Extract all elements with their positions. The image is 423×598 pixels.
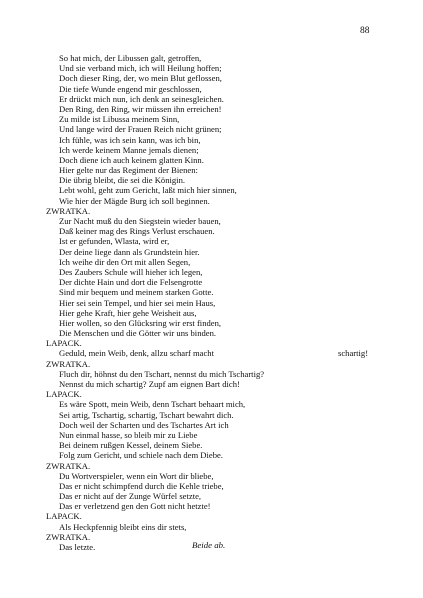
verse-line-text: Der deine liege dann als Grundstein hier. <box>59 246 200 257</box>
verse-line-text: Doch diene ich auch keinem glatten Kinn. <box>59 154 204 165</box>
verse-line-text: Des Zaubers Schule will hieher ich legen, <box>59 266 203 277</box>
speaker-label: ZWRATKA. <box>46 205 91 216</box>
verse-line-text: Das er nicht auf der Zunge Würfel setzte, <box>59 491 202 502</box>
speaker-name <box>46 511 376 521</box>
verse-line <box>46 481 376 491</box>
verse-line <box>46 450 376 460</box>
speaker-name <box>46 359 376 369</box>
verse-line <box>46 185 376 195</box>
verse-line <box>46 114 376 124</box>
verse-line <box>46 155 376 165</box>
verse-line <box>46 298 376 308</box>
verse-line-text: Folg zum Gericht, und schiele nach dem Diebe. <box>59 450 223 461</box>
verse-text-block <box>46 53 376 552</box>
speaker-label: ZWRATKA. <box>46 531 91 542</box>
speaker-name <box>46 389 376 399</box>
verse-line <box>46 175 376 185</box>
verse-line <box>46 84 376 94</box>
speaker-label: ZWRATKA. <box>46 460 91 471</box>
verse-line <box>46 430 376 440</box>
verse-line-text: Er drückt mich nun, ich denk an seinesgleichen. <box>59 93 224 104</box>
verse-line-text: Ich werde keinem Manne jemals dienen; <box>59 144 199 155</box>
verse-line-text: Sind mir bequem und meinem starken Gotte. <box>59 287 214 298</box>
verse-line <box>46 369 376 379</box>
verse-line-text: So hat mich, der Libussen galt, getroffen, <box>59 53 202 63</box>
verse-line-text: Die übrig bleibt, die sei die Königin. <box>59 175 186 186</box>
verse-line-text: Doch dieser Ring, der, wo mein Blut geflossen, <box>59 73 222 84</box>
verse-line-text: Zu milde ist Libussa meinem Sinn, <box>59 114 180 125</box>
verse-line <box>46 226 376 236</box>
verse-line <box>46 522 376 532</box>
speaker-name <box>46 461 376 471</box>
verse-line <box>46 73 376 83</box>
speaker-label: LAPACK. <box>46 338 82 349</box>
verse-line <box>46 287 376 297</box>
verse-line <box>46 501 376 511</box>
verse-line <box>46 236 376 246</box>
verse-line <box>46 348 376 358</box>
verse-line-text: Wie hier der Mägde Burg ich soll beginnen. <box>59 195 210 206</box>
speaker-name <box>46 206 376 216</box>
verse-line-text: Hier wollen, so den Glücksring wir erst finden, <box>59 317 222 328</box>
verse-line-text: Als Heckpfennig bleibt eins dir stets, <box>59 521 187 532</box>
verse-line <box>46 63 376 73</box>
verse-line-text: Hier gehe Kraft, hier gehe Weisheit aus, <box>59 307 197 318</box>
verse-line-text: Das er verletzend gen den Gott nicht hetzte! <box>59 501 211 512</box>
speaker-label: LAPACK. <box>46 511 82 522</box>
verse-line <box>46 165 376 175</box>
verse-line <box>46 471 376 481</box>
verse-line <box>46 124 376 134</box>
verse-line-text: Daß keiner mag des Rings Verlust erschauen. <box>59 226 215 237</box>
page-number: 88 <box>360 26 370 36</box>
verse-line <box>46 196 376 206</box>
verse-line-text: Doch weil der Scharten und des Tschartes Art ich <box>59 419 229 430</box>
verse-line <box>46 420 376 430</box>
verse-line <box>46 379 376 389</box>
verse-line <box>46 145 376 155</box>
verse-line <box>46 53 376 63</box>
verse-line-text: Die Menschen und die Götter wir uns binden. <box>59 328 217 339</box>
verse-line <box>46 135 376 145</box>
verse-line-text: Und lange wird der Frauen Reich nicht grünen; <box>59 124 222 135</box>
verse-line <box>46 104 376 114</box>
speaker-label: ZWRATKA. <box>46 358 91 369</box>
verse-line <box>46 440 376 450</box>
verse-line <box>46 491 376 501</box>
verse-line-text: Bei deinem rußgen Kessel, deinem Siebe. <box>59 440 203 451</box>
verse-line-text: Lebt wohl, geht zum Gericht, laßt mich hier sinnen, <box>59 185 237 196</box>
verse-line-text: Du Wortverspieler, wenn ein Wort dir bliebe, <box>59 470 214 481</box>
verse-line <box>46 328 376 338</box>
verse-line-text: Die tiefe Wunde engend mir geschlossen, <box>59 83 202 94</box>
verse-line-text: Ich weihe dir den Ort mit allen Segen, <box>59 256 191 267</box>
verse-line <box>46 257 376 267</box>
verse-line-text: Sei artig, Tschartig, schartig, Tschart bewahrt dich. <box>59 409 234 420</box>
verse-line <box>46 94 376 104</box>
verse-line-text: Ich fühle, was ich sein kann, was ich bin, <box>59 134 201 145</box>
speaker-name <box>46 338 376 348</box>
verse-line-text: Fluch dir, höhnst du den Tschart, nennst du mich Tschartig? <box>59 368 265 379</box>
verse-line-text: Nennst du mich schartig? Zupf am eignen Bart dich! <box>59 379 240 389</box>
verse-line-text: Das er nicht schimpfend durch die Kehle triebe, <box>59 480 224 491</box>
verse-line <box>46 216 376 226</box>
verse-line <box>46 267 376 277</box>
verse-line-text: Geduld, mein Weib, denk, allzu scharf macht <box>59 348 214 359</box>
verse-line-text: Zur Nacht muß du den Siegstein wieder bauen, <box>59 216 221 226</box>
verse-line-text: Ist er gefunden, Wlasta, wird er, <box>59 236 170 247</box>
verse-line <box>46 410 376 420</box>
verse-line-text: Es wäre Spott, mein Weib, denn Tschart behaart mich, <box>59 399 246 410</box>
verse-line <box>46 277 376 287</box>
verse-line-text: Nun einmal hasse, so bleib mir zu Liebe <box>59 429 198 440</box>
verse-line-text: Hier sei sein Tempel, und hier sei mein Haus, <box>59 297 216 308</box>
verse-line-text: Den Ring, den Ring, wir müssen ihn erreichen! <box>59 103 222 114</box>
verse-line-continuation: schartig! <box>338 348 369 359</box>
verse-line-text: Und sie verband mich, ich will Heilung hoffen; <box>59 63 222 74</box>
stage-direction: Beide ab. <box>192 540 226 550</box>
speaker-label: LAPACK. <box>46 389 82 400</box>
verse-line <box>46 308 376 318</box>
verse-line-text: Der dichte Hain und dort die Felsengrotte <box>59 277 203 288</box>
verse-line-text: Das letzte. <box>59 542 96 552</box>
verse-line <box>46 247 376 257</box>
verse-line <box>46 318 376 328</box>
verse-line-text: Hier gelte nur das Regiment der Bienen: <box>59 165 198 176</box>
verse-line <box>46 399 376 409</box>
